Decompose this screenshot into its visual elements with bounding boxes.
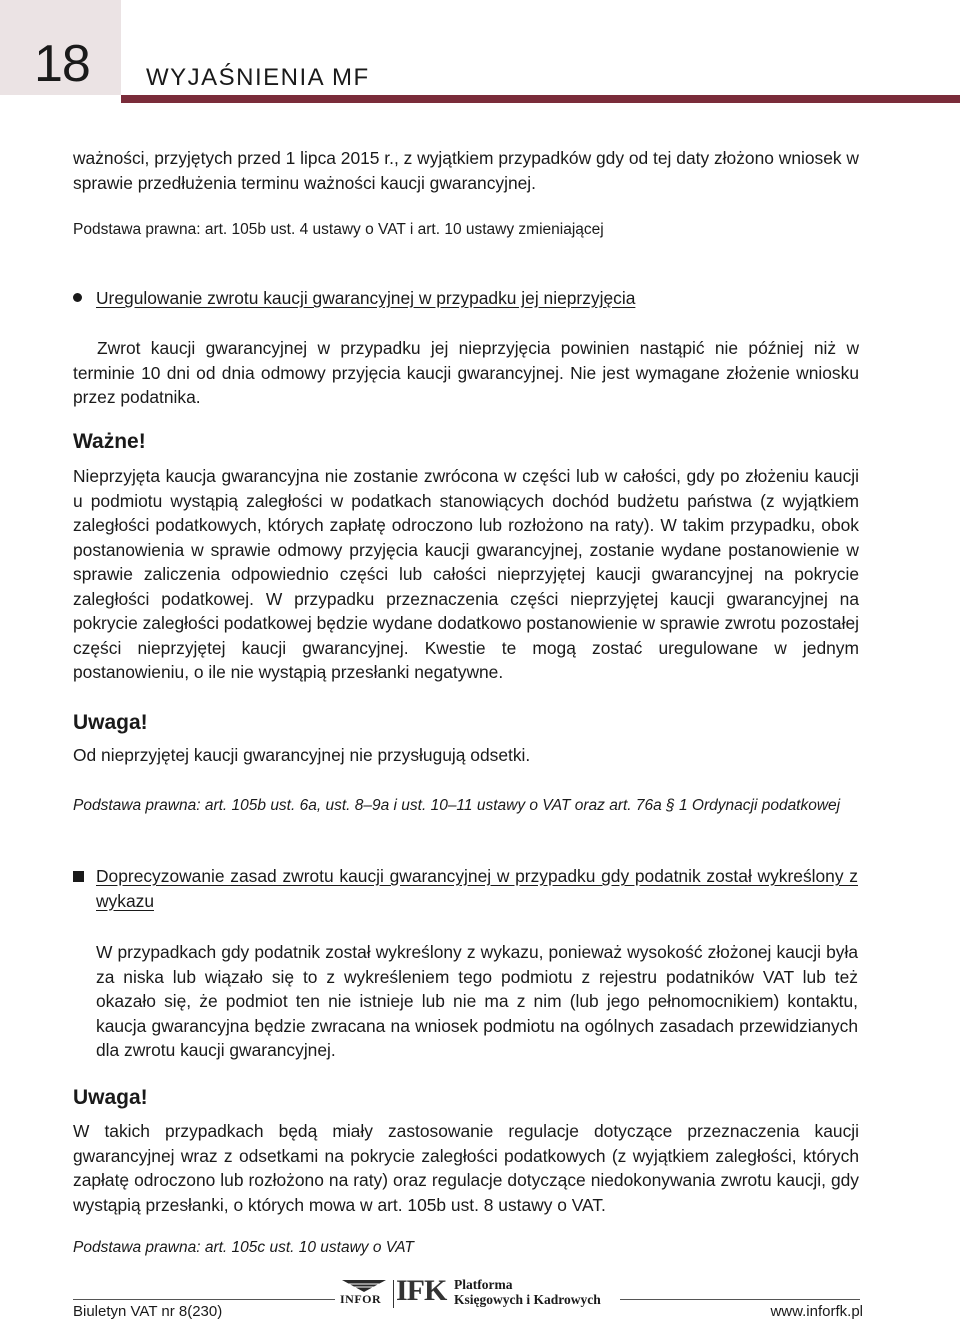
footer-website-link[interactable]: www.inforfk.pl [770, 1303, 863, 1320]
ifk-logo-text: IFK [396, 1274, 447, 1307]
footer-rule-right [620, 1299, 860, 1300]
section1-title: Uregulowanie zwrotu kaucji gwarancyjnej w przypadku jej nieprzyjęcia [96, 288, 636, 308]
infor-logo-text: INFOR [340, 1292, 382, 1306]
section1-note-heading: Uwaga! [73, 711, 148, 734]
page-number: 18 [34, 35, 90, 93]
footer-rule-left [73, 1299, 335, 1300]
logo-line2: Księgowych i Kadrowych [454, 1292, 601, 1307]
important-heading: Ważne! [73, 430, 146, 453]
section2-paragraph: W przypadkach gdy podatnik został wykreślony z wykazu, ponieważ wysokość złożonej kaucji była za niska lub wiązało się to z wykreśleniem tego podmiotu z rejestru podatników VAT lub też okazało się, że podmiot ten nie istnieje lub nie ma z nim (lub jego pełnomocnikiem) kontaktu, kaucja gwarancyjna będzie zwracana na wniosek podmiotu na ogólnych zasadach przewidzianych dla zwrotu kaucji gwarancyjnej. [96, 942, 858, 1060]
intro-legal-basis: Podstawa prawna: art. 105b ust. 4 ustawy o VAT i art. 10 ustawy zmieniającej [73, 221, 604, 238]
header-rule [121, 95, 960, 103]
section-title: WYJAŚNIENIA MF [146, 64, 370, 91]
important-text: Nieprzyjęta kaucja gwarancyjna nie zostanie zwrócona w części lub w całości, gdy po złożeniu kaucji u podmiotu wystąpią zaległości w podatkach stanowiących dochód budżetu państwa (z wyjątkiem zaległości podatkowych, których zapłatę odroczono lub rozłożono na raty). W takim przypadku, obok postanowienia w sprawie odmowy przyjęcia kaucji gwarancyjnej, zostanie wydane postanowienie w sprawie zaliczenia odpowiednio części lub całości nieprzyjętej kaucji gwarancyjnej na pokrycie zaległości podatkowej. W przypadku przeznaczenia części nieprzyjętej kaucji gwarancyjnej na pokrycie zaległości podatkowej będzie wydane dodatkowo postanowienie w sprawie zwrotu pozostałej części nieprzyjętej kaucji gwarancyjnej. Kwestie te mogą zostać uregulowane w jednym postanowieniu, o ile nie wystąpią przesłanki negatywne. [73, 466, 859, 682]
footer-issue: Biuletyn VAT nr 8(230) [73, 1303, 223, 1320]
section2-note-text: W takich przypadkach będą miały zastosowanie regulacje dotyczące przeznaczenia kaucji gwarancyjnej wraz z odsetkami na pokrycie zaległości podatkowych (z wyjątkiem zaległości, których zapłatę odroczono lub rozłożono na raty) oraz regulacje dotyczące niedokonywania zwrotu kaucji, gdy wystąpią przesłanki, o których mowa w art. 105b ust. 8 ustawy o VAT. [73, 1121, 859, 1215]
section1-legal-basis: Podstawa prawna: art. 105b ust. 6a, ust. 8–9a i ust. 10–11 ustawy o VAT oraz art. 76a § 1 Ordynacji podatkowej [73, 797, 841, 814]
ifk-logo [338, 1276, 618, 1310]
logo-line1: Platforma [454, 1277, 513, 1292]
section2-title: Doprecyzowanie zasad zwrotu kaucji gwarancyjnej w przypadku gdy podatnik został wykreślony z wykazu [96, 866, 858, 911]
logo-divider [393, 1280, 394, 1308]
section2-legal-basis: Podstawa prawna: art. 105c ust. 10 ustawy o VAT [73, 1239, 414, 1256]
section2-note-heading: Uwaga! [73, 1086, 148, 1109]
square-bullet-icon [73, 871, 84, 882]
section1-note-text: Od nieprzyjętej kaucji gwarancyjnej nie przysługują odsetki. [73, 745, 531, 765]
section1-paragraph: Zwrot kaucji gwarancyjnej w przypadku jej nieprzyjęcia powinien nastąpić nie później niż w terminie 10 dni od dnia odmowy przyjęcia kaucji gwarancyjnej. Nie jest wymagane złożenie wniosku przez podatnika. [73, 338, 859, 407]
intro-paragraph: ważności, przyjętych przed 1 lipca 2015 r., z wyjątkiem przypadków gdy od tej daty złożono wniosek w sprawie przedłużenia terminu ważności kaucji gwarancyjnej. [73, 148, 859, 193]
dot-bullet-icon [73, 293, 82, 302]
